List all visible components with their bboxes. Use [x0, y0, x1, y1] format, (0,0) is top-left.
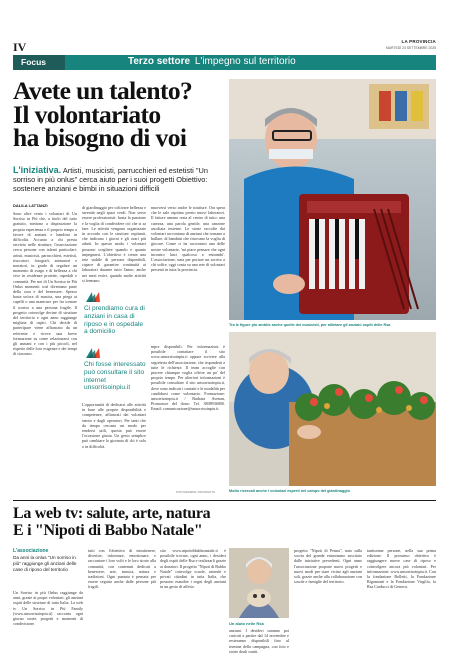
article-col-3: muoversi verso anche le strutture. Ora spera che le sale ospitino presto nuovi laboratori. Il fattore umano resta al centro di tutto: una carezza, una parola gentile, una canzone ascoltata insieme. Le storie raccolte dai volontari raccontano di anziani che tornano a ballare, di bambini che ritrovano la voglia di giocare. Come ci ha raccontato una delle nostre volontarie, 'mi piace pensare che ogni incontro lasci qualcosa a entrambi'. L'associazione, nata per portare un sorriso a chi soffre, oggi conta su una rete di volontari presenti in tutta la provincia.: [151, 205, 225, 273]
second-col-3: sito www.nipotidibabbonatale.it è possibile trovare, ogni anno, i desideri degli ospiti delle Rsa e realizzarli grazie ai donatori. Il progetto "Nipoti di Babbo Natale" coinvolge scuole, aziende e privati cittadini in tutta Italia, che possono esaudire i sogni degli anziani in un gesto di affetto.: [160, 548, 226, 590]
accordion-illustration: [229, 79, 436, 320]
band-title-bold: Terzo settore: [128, 56, 191, 67]
second-col-1: Un Sorriso in più Onlus raggiunge da anni, grazie ai propri volontari, gli anziani ospiti delle strutture di tutta Italia. La web tv Un Sorriso in Più Family (www.unsorrisoinpiu.it) racconta ogni giorno storie, progetti e momenti di condivisione.: [13, 590, 83, 627]
quote-1-icon: [84, 290, 102, 304]
band-title: [128, 56, 296, 67]
second-col-2: tutti con l'obiettivo di intrattenere, divertire, informare, emozionare, e raccontare i loro volti e le loro storie alla comunità, con contenuti dedicati a benessere, arte, musica, natura e tradizioni. Ogni puntata è pensata per essere seguita anche dalle persone più fragili.: [88, 548, 156, 590]
section-divider: [13, 500, 436, 501]
photo-credit: FOTOGRAMMA / INFOPHOTO: [176, 490, 216, 494]
photo1-caption: Tra le figure più ambite anche quelle dei musicisti, per allietare gli anziani ospiti delle Rsa: [229, 323, 391, 327]
headline-line-2: Il volontariato: [13, 99, 161, 129]
second-kicker: L'associazione: [13, 548, 49, 554]
second-headline-1: La web tv: salute, arte, natura: [13, 505, 211, 522]
quote-1: Ci prendiamo cura di anziani in casa di riposo e in ospedale a domicilio: [84, 305, 145, 336]
quote-2: Chi fosse interessato può consultare il sito internet unsorrisoinpiu.it: [84, 361, 146, 392]
article-col-2: di giardinaggio per coltivare bellezza e serenità negli spazi verdi. Non serve essere professionisti: basta la passione e la voglia di condividere ciò che si sa fare. Le attività vengono organizzate in accordo con le strutture ospitanti, che indicano i giorni e gli orari più adatti. In questo modo i volontari possono scegliere quando e quanto impegnarsi. L'obiettivo è creare una rete stabile di persone disponibili, capace di garantire continuità ai laboratori durante tutto l'anno, anche nei mesi estivi, quando molte attività si fermano.: [82, 205, 146, 283]
article-col-1: Sono oltre cento i volontari di Un Sorriso in Più che, a titolo del tutto gratuito, mettono a disposizione la propria esperienza e il proprio tempo a favore di anziani e bambini in difficoltà. Accanto a chi presta servizio nelle strutture, l'associazione cerca persone con talenti particolari: artisti, musicisti, parrucchieri, estetisti, truccatori, fotografi, animatori e narratori, in grado di regalare un momento di svago e di bellezza a chi vive in residenze protette, ospedali e comunità. Per noi di Un Sorriso in Più Onlus momenti così diventano parte della cura e del benessere. Spesso basta un'ora di musica, una piega ai capelli o una manicure per far tornare il sorriso a una persona fragile. Il progetto coinvolge decine di strutture del territorio e ogni anno raggiunge migliaia di ospiti. Chi decide di partecipare viene affiancato da un referente e riceve una breve formazione su come relazionarsi con gli anziani e con i più piccoli, nel rispetto delle loro esigenze e dei tempi di ciascuno.: [13, 211, 77, 357]
article-col-4: mpre disponibili. Per informazioni è possibile contattare il sito www.unsorrisoinpiu.it oppure scrivere alla segreteria dell'associazione, che risponderà a tutte le richieste. Il team accoglie con piacere chiunque voglia offrire un po' del proprio tempo. Per ulteriori informazioni è possibile consultare il sito unsorrisoinpiu.it, dove sono indicati i contatti e le modalità per candidarsi come volontario. Formazione: unsorrisoinpiu.it / Barbara Avenan, Promotore del dono: Tel. 3808936800. Email: comunicazione@unsorrisoinpiu.it.: [151, 344, 225, 412]
headline-line-1: Avete un talento?: [13, 76, 193, 105]
quote-2-icon: [84, 346, 102, 360]
newspaper-name: LA PROVINCIA: [401, 39, 436, 44]
second-photo: [229, 548, 289, 618]
deck-kicker: L'iniziativa.: [13, 165, 62, 175]
gardening-illustration: [229, 332, 436, 486]
elderly-woman-illustration: [229, 548, 289, 618]
second-col-4: anziani. I desideri saranno poi caricati a partire dal 14 novembre e resteranno disponibili fino al termine della campagna, con foto e storie degli ospiti.: [229, 628, 289, 653]
main-deck: [13, 166, 225, 193]
band-title-rest: L'impegno sul territorio: [194, 56, 296, 67]
second-col-6: tantissime persone, nella sua prima edizione. Il prossimo obiettivo è raggiungere nuove case di riposo e coinvolgere ancora più volontari. Per informazioni: www.unsorrisoinpiu.it. Con la fondazione Bolletti, la Fondazione Rigamonti e la Fondazione Virgilio, la Rsa Carducci di Genova.: [367, 548, 436, 590]
byline: DALILA LATTANZI: [13, 203, 48, 208]
second-col-5: progetto "Nipoti di Penna", nato sulla scorta del grande entusiasmo suscitato dalle iniziative precedenti. Ogni anno l'associazione propone nuovi progetti e nuovi modi per stare vicino agli anziani soli, grazie anche alla collaborazione con scuole e famiglie del territorio.: [294, 548, 362, 585]
main-headline: [13, 76, 223, 152]
second-headline-2: E i "Nipoti di Babbo Natale": [13, 522, 203, 539]
issue-date: MARTEDÌ 23 SETTEMBRE 2025: [385, 46, 436, 50]
photo-accordion-player: [229, 79, 436, 320]
headline-line-3: ha bisogno di voi: [13, 123, 187, 152]
deck-text: Artisti, musicisti, parrucchieri ed estetisti "Un sorriso in più onlus" cerca aiuto per i suoi progetti Obiettivo: sostenere anziani e bimbi in situazioni difficili: [13, 166, 208, 193]
photo-gardening: [229, 332, 436, 486]
second-deck: Da anni la onlus "Un sorriso in più" raggiunge gli anziani delle case di riposo del territorio: [13, 555, 77, 572]
section-label: Focus: [21, 57, 47, 67]
second-headline: [13, 505, 436, 539]
second-photo-caption: Un aiuto nelle Rsa: [229, 621, 264, 626]
article-col-2b: L'opportunità di dedicarsi alle attività in base alle proprie disponibilità e competenze, affiancati dai volontari senior e dagli operatori. Per tanti che da tempo cercano un modo per rendersi utili, questa può essere l'occasione giusta. Un gesto semplice può cambiare la giornata di chi è solo o in difficoltà.: [82, 402, 146, 449]
photo2-caption: Molto ricercati anche i volontari esperti nel campo del giardinaggio: [229, 489, 350, 493]
page-number: IV: [13, 40, 27, 54]
